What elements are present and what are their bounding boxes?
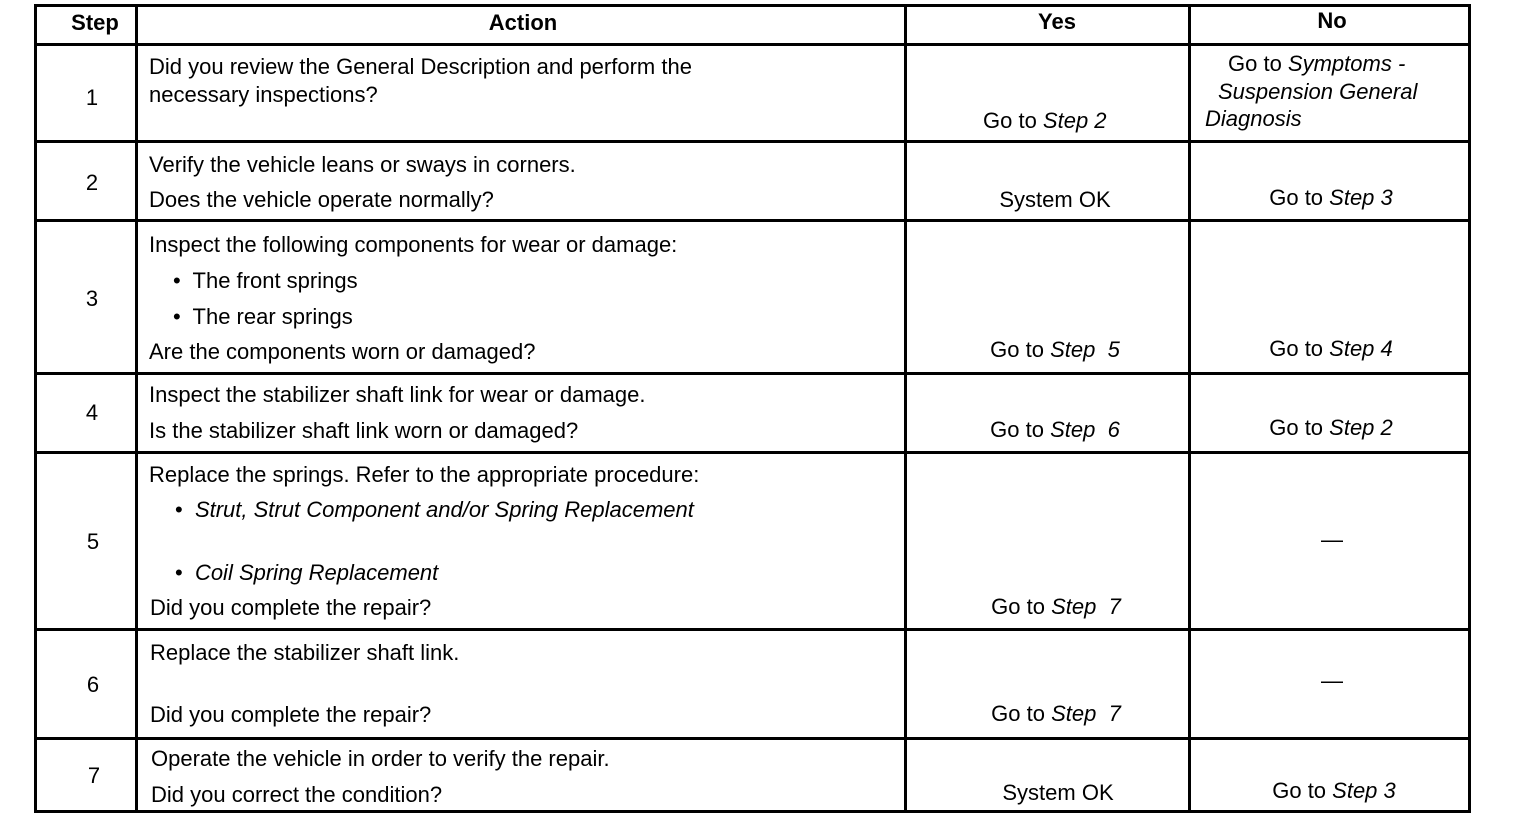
- step-link[interactable]: Step 7: [1051, 594, 1121, 619]
- bullet-item: • The front springs: [173, 268, 358, 293]
- action-text: Replace the stabilizer shaft link.: [150, 640, 460, 665]
- yes-result: System OK: [1002, 780, 1114, 805]
- step-link[interactable]: Step 3: [1329, 185, 1393, 210]
- no-result: Go to Step 3: [1272, 778, 1396, 803]
- row-divider: [34, 219, 1471, 222]
- column-divider: [904, 4, 907, 813]
- step-link[interactable]: Step 3: [1332, 778, 1396, 803]
- action-text: Are the components worn or damaged?: [149, 339, 536, 364]
- no-result-line[interactable]: Diagnosis: [1205, 106, 1302, 131]
- row-divider: [34, 628, 1471, 631]
- row-divider: [34, 737, 1471, 740]
- action-text: Did you review the General Description and perform the: [149, 54, 692, 79]
- action-text: Replace the springs. Refer to the appropriate procedure:: [149, 462, 700, 487]
- row-divider: [34, 43, 1471, 46]
- header-action: Action: [488, 10, 558, 35]
- yes-result: Go to Step 6: [990, 417, 1120, 442]
- header-yes: Yes: [1038, 9, 1076, 34]
- no-result: Go to Step 3: [1269, 185, 1393, 210]
- step-number: 1: [85, 85, 99, 110]
- step-link[interactable]: Step 7: [1051, 701, 1121, 726]
- header-no: No: [1317, 8, 1347, 33]
- action-text: Verify the vehicle leans or sways in corners.: [149, 152, 576, 177]
- step-link[interactable]: Step 5: [1050, 337, 1120, 362]
- bullet-item: • The rear springs: [173, 304, 353, 329]
- step-link[interactable]: Step 2: [1042, 108, 1107, 133]
- header-step: Step: [71, 10, 119, 35]
- step-number: 5: [86, 529, 100, 554]
- column-divider: [135, 4, 138, 813]
- yes-result: Go to Step 2: [983, 108, 1107, 133]
- procedure-link[interactable]: Strut, Strut Component and/or Spring Replacement: [194, 497, 694, 522]
- step-number: 3: [85, 286, 99, 311]
- column-divider: [1188, 4, 1191, 813]
- no-result: Go to Symptoms -: [1228, 51, 1406, 76]
- action-text: Is the stabilizer shaft link worn or damaged?: [149, 418, 579, 443]
- no-result: —: [1321, 668, 1343, 693]
- step-number: 7: [87, 763, 101, 788]
- row-divider: [34, 372, 1471, 375]
- step-number: 4: [85, 400, 99, 425]
- step-number: 2: [85, 170, 99, 195]
- step-number: 6: [86, 672, 100, 697]
- row-divider: [34, 140, 1471, 143]
- no-result: Go to Step 4: [1269, 336, 1393, 361]
- table-border: [34, 4, 37, 813]
- row-divider: [34, 451, 1471, 454]
- step-link[interactable]: Step 6: [1050, 417, 1120, 442]
- yes-result: System OK: [999, 187, 1111, 212]
- no-result: Go to Step 2: [1269, 415, 1393, 440]
- action-text: Inspect the stabilizer shaft link for wear or damage.: [149, 382, 646, 407]
- symptoms-link[interactable]: Symptoms -: [1287, 51, 1406, 76]
- yes-result: Go to Step 7: [991, 594, 1121, 619]
- bullet-item: • Strut, Strut Component and/or Spring Replacement: [175, 497, 694, 522]
- action-text: Inspect the following components for wear or damage:: [149, 232, 678, 257]
- step-link[interactable]: Step 2: [1329, 415, 1393, 440]
- no-result-line[interactable]: Suspension General: [1218, 79, 1418, 104]
- action-text: Did you complete the repair?: [150, 595, 432, 620]
- action-text: Operate the vehicle in order to verify the repair.: [151, 746, 610, 771]
- action-text: Did you complete the repair?: [150, 702, 432, 727]
- no-result: —: [1321, 527, 1343, 552]
- table-border: [34, 810, 1471, 813]
- procedure-link[interactable]: Coil Spring Replacement: [194, 560, 439, 585]
- action-text: Does the vehicle operate normally?: [149, 187, 494, 212]
- table-border: [34, 4, 1471, 7]
- table-border: [1468, 4, 1471, 813]
- yes-result: Go to Step 5: [990, 337, 1120, 362]
- step-link[interactable]: Step 4: [1329, 336, 1393, 361]
- yes-result: Go to Step 7: [991, 701, 1121, 726]
- action-text: necessary inspections?: [149, 82, 378, 107]
- bullet-item: • Coil Spring Replacement: [175, 560, 439, 585]
- action-text: Did you correct the condition?: [151, 782, 443, 807]
